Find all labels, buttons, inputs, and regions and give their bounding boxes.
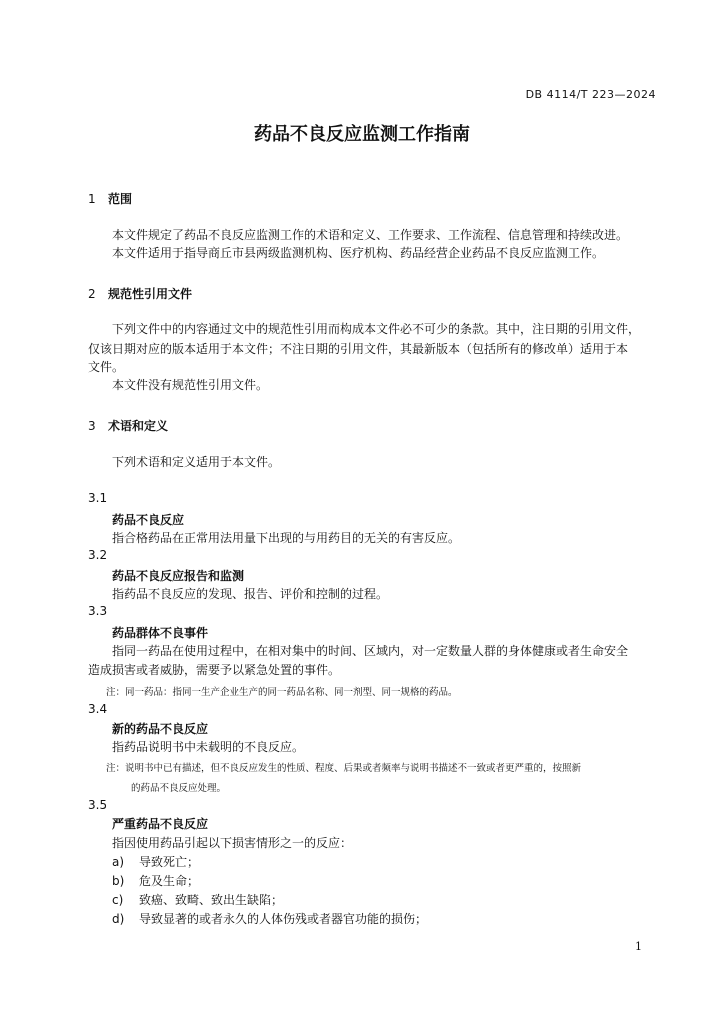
term-note-line-2: 的药品不良反应处理。 xyxy=(131,783,227,794)
list-item-text: 导致死亡； xyxy=(139,855,200,869)
term-definition: 指药品不良反应的发现、报告、评价和控制的过程。 xyxy=(112,587,389,601)
term-definition: 指药品说明书中未载明的不良反应。 xyxy=(112,740,305,754)
term-title: 药品不良反应报告和监测 xyxy=(112,569,245,583)
list-item-label: a) xyxy=(112,855,125,869)
term-title: 药品群体不良事件 xyxy=(112,626,209,640)
section-number: 2 xyxy=(88,287,96,301)
scope-paragraph-1: 本文件规定了药品不良反应监测工作的术语和定义、工作要求、工作流程、信息管理和持续改进。 xyxy=(112,228,629,242)
term-title: 新的药品不良反应 xyxy=(112,722,209,736)
term-note-line-1: 注：说明书中已有描述，但不良反应发生的性质、程度、后果或者频率与说明书描述不一致或者更严重的，按照新 xyxy=(106,763,582,774)
section-number: 1 xyxy=(88,192,96,206)
term-definition: 指因使用药品引起以下损害情形之一的反应： xyxy=(112,836,353,850)
normative-paragraph-2: 本文件没有规范性引用文件。 xyxy=(112,378,269,392)
list-item xyxy=(112,891,283,908)
term-note: 注：同一药品：指同一生产企业生产的同一药品名称、同一剂型、同一规格的药品。 xyxy=(106,687,458,698)
list-item-text: 危及生命； xyxy=(139,874,200,888)
term-number: 3.2 xyxy=(88,548,108,562)
document-title: 药品不良反应监测工作指南 xyxy=(254,124,470,145)
section-title: 术语和定义 xyxy=(108,419,169,433)
term-definition-line-1: 指同一药品在使用过程中，在相对集中的时间、区域内，对一定数量人群的身体健康或者生命安全 xyxy=(112,644,629,658)
document-code: DB 4114/T 223—2024 xyxy=(525,88,656,101)
list-item xyxy=(112,872,199,889)
term-definition: 指合格药品在正常用法用量下出现的与用药目的无关的有害反应。 xyxy=(112,531,461,545)
list-item-text: 导致显著的或者永久的人体伤残或者器官功能的损伤； xyxy=(139,912,428,926)
normative-line-3: 文件。 xyxy=(88,360,125,374)
list-item-label: c) xyxy=(112,893,124,907)
term-definition-line-2: 造成损害或者威胁，需要予以紧急处置的事件。 xyxy=(88,663,341,677)
list-item-label: b) xyxy=(112,874,125,888)
section-title: 范围 xyxy=(108,192,133,206)
term-number: 3.1 xyxy=(88,491,108,505)
term-number: 3.3 xyxy=(88,604,108,618)
page-number: 1 xyxy=(635,940,642,953)
term-title: 严重药品不良反应 xyxy=(112,817,209,831)
section-heading-1 xyxy=(88,190,132,207)
section-heading-2 xyxy=(88,285,192,302)
terms-intro: 下列术语和定义适用于本文件。 xyxy=(112,455,281,469)
list-item-label: d) xyxy=(112,912,125,926)
normative-line-1: 下列文件中的内容通过文中的规范性引用而构成本文件必不可少的条款。其中，注日期的引用文件， xyxy=(112,322,641,336)
term-number: 3.4 xyxy=(88,702,108,716)
section-heading-3 xyxy=(88,417,168,434)
section-title: 规范性引用文件 xyxy=(108,287,193,301)
list-item xyxy=(112,853,199,870)
term-number: 3.5 xyxy=(88,798,108,812)
list-item xyxy=(112,910,427,927)
term-title: 药品不良反应 xyxy=(112,513,185,527)
list-item-text: 致癌、致畸、致出生缺陷； xyxy=(139,893,284,907)
normative-line-2: 仅该日期对应的版本适用于本文件；不注日期的引用文件，其最新版本（包括所有的修改单）适用于本 xyxy=(88,342,629,356)
scope-paragraph-2: 本文件适用于指导商丘市县两级监测机构、医疗机构、药品经营企业药品不良反应监测工作。 xyxy=(112,246,605,260)
section-number: 3 xyxy=(88,419,96,433)
